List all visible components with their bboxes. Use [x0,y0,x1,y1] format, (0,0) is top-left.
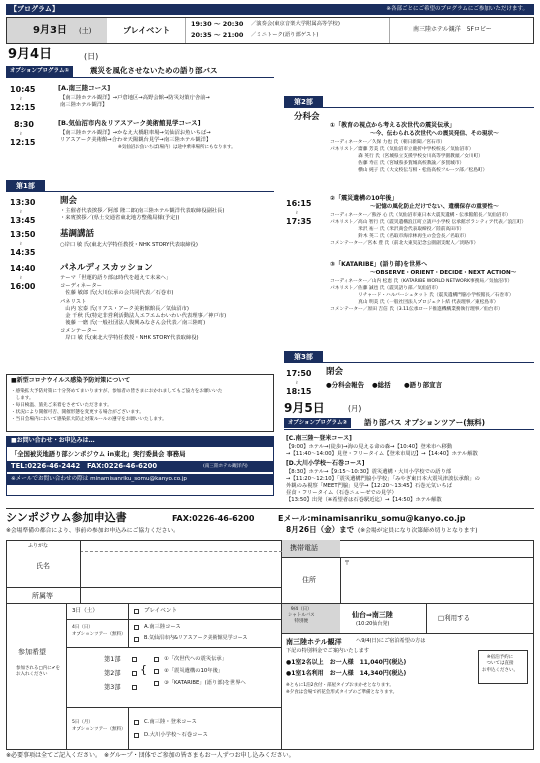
participation-label: 参加希望 [18,648,46,656]
phone-label: 携帯電話 [290,544,318,552]
part2-group-line: 横山 純子 氏（大文校伝与相・松島高校フルーツ部／松島町） [330,168,488,173]
form-deadline: 8月26日（金）まで [286,525,355,534]
part2-group-subtitle: ～今、伝わられる次世代への震災発信、その現状～ [370,131,499,137]
covid-line: ・状況により開催可否、開催形態を変更する場合がございます。 [11,410,144,415]
option1-header [6,66,274,78]
part2-group-line: 鈴木 英二 氏（名取市海岸林再生の会会長／名取市） [330,234,469,239]
courseA-end: 12:15 [10,103,36,112]
p1-panel-line: 佐藤 敏郎 氏(大川伝承の会共同代表／石巻市) [60,290,174,296]
hotel-title: 南三陸ホテル観洋 [286,638,342,646]
name-input[interactable] [86,556,276,582]
part2-group-title: ①「教育の視点から考える次世代の震災伝承」 [330,122,456,129]
tilde: ≀ [20,275,22,281]
part2-group-line: コーディネーター／熊谷 心 氏（気仙沼市東日本大震災遺構・伝承館館長／気仙沼市） [330,213,511,218]
covid-box [6,374,274,432]
day1-title: プレイベント [123,26,171,35]
room-2: ●1室1名利用 お一人様 14,340円(税込) [286,670,407,677]
p1-panel-start: 14:40 [10,264,36,273]
divider [80,551,282,552]
divider [340,558,341,604]
part2-title: 分科会 [294,112,320,122]
divider [128,620,129,648]
courseD-name: [D.大川小学校～石巻コース] [286,460,365,467]
p1-keynote-end: 14:35 [10,248,36,257]
session2-item: ①「次世代への震災伝承」 [164,656,228,662]
opt-item: プレイベント [144,608,178,614]
p1-panel-line: パネリスト [60,299,87,305]
part2-end: 17:35 [286,217,312,226]
p1-open-end: 13:45 [10,216,36,225]
affiliation-label: 所属等 [32,592,53,600]
program-header-label: 【プログラム】 [10,5,59,13]
room-1: ●1室2名以上 お一人様 11,040円(税込) [286,659,407,666]
p1-keynote-title: 基調講話 [60,229,95,239]
day3-title: 語り部バス オプションツアー(無料) [364,418,486,427]
option1-label: オプションプログラム① [6,66,73,77]
courseD-line: 【13:50】出発（※希望者は石巻駅近迄）→【14:50】ホテル解散 [286,497,442,503]
tilde: ≀ [296,380,298,386]
part2-group-line: 森 英行 氏（宮城県立支援学校女川高等学園教頭／女川町） [330,154,483,159]
part2-group-line: リチャード・ハルバーシュタット 氏（震災遺構門脇小学校館長／石巻市） [330,293,514,298]
part2-group-line: コーディネーター／山内 松恵 氏（KATARIBE WORLD NETWORK事務局／気仙沼市） [330,279,513,284]
courseB-line: リアスアーク美術館→合わせ天陽観台見学→南三陸ホテル観洋】 [60,137,212,143]
checkbox-course-c[interactable] [134,720,139,725]
opt-day: 3日（土） [72,608,98,614]
checkbox-part2[interactable] [132,671,137,676]
stay-note: ※宿泊予約に ついては直接 お申込ください。 [482,655,518,673]
part3-item: ●語り部宣言 [404,381,443,389]
shuttle-time: (10:20仙台発) [356,621,390,627]
form-title: シンポジウム参加申込書 [6,511,127,524]
form-footer: ※必要事項は全てご記入ください。 ※グループ・団体でご参加の皆さまもお一人ずつお申し込みください。 [6,752,295,759]
form-note2: (※会場が定員になり次第締め切りとなります) [358,528,478,534]
part3-item: ●分科会報告 [326,381,365,389]
part3-start: 17:50 [286,369,312,378]
divider [128,708,129,750]
courseD-line: →【11:20～12:10】「震災遺構門脇小学校」「みやぎ東日本大震災津波伝承館」の [286,476,480,482]
courseB-name: [B.気仙沼市内＆リアスアーク美術館見学コース] [58,119,201,127]
opt-session-label: 第2部 [104,670,121,677]
form-note1: ※会場準備の都合により、事前の参加お申込みにご協力ください。 [6,528,179,534]
courseA-line: 【南三陸ホテル観洋】→戸倉地区→高野会館→防災対策庁舎前→ [60,95,210,101]
opt-row-4-sessions [66,648,282,708]
hotel-note2: 下記の特別料金でご案内いたします [286,648,370,654]
tilde: ≀ [20,96,22,102]
divider [80,540,81,588]
checkbox-course-b[interactable] [134,637,139,642]
p1-panel-line: コメンテーター [60,328,98,334]
day1-date-cell [7,18,107,43]
p1-panel-line: 金 千秋 氏(特定非営利活動法人エフエムわいわい代表理事／神戸市) [60,313,227,319]
part2-group-line: パネリスト／佐藤 誠也 氏（震災語り部／気仙沼市） [330,286,441,291]
affiliation-input[interactable] [86,590,276,602]
divider [185,18,186,43]
part2-group-line: 佐藤 寿正 氏（宮城県多賀城高校教諭／多賀城市） [330,161,465,166]
courseD-line: 外観のみ視察「MEET門脇」見学→【12:20～13:45】石巻元気いちば [286,483,452,489]
name-block [6,540,282,588]
contact-title-bar [7,437,273,447]
part2-start: 16:15 [286,199,312,208]
hotel-small: ※ともに1泊2食付・部屋タイプおまかせとなります。 [286,683,394,688]
part3-end: 18:15 [286,387,312,396]
opt-day: 5日（月） オプションツアー（無料） [72,720,126,732]
contact-mail-bar [7,474,273,485]
courseB-note: ※気仙沼お魚いちば(場内）は途中乗車場所にもなります。 [118,145,236,150]
contact-title: ■お問い合わせ・お申込みは… [11,437,95,444]
day3-weekday: (月) [348,404,362,413]
address-row [282,558,534,604]
day3-header [284,418,534,430]
tilde: ≀ [20,241,22,247]
form-fax: FAX:0226-46-6200 [172,514,255,523]
part2-label: 第2部 [284,96,323,108]
address-input[interactable] [344,570,530,600]
p1-panel-line: 岸口 敏 氏(東北大学特任教授・NHK STORY代表取締役) [60,335,199,341]
p1-panel-line: 後藤 一磨 氏(一般社団法人復興みなさん会代表／南三陸町) [60,320,206,326]
part2-group-subtitle: ～記憶の風化防止だけでない、遺構保存の重要性～ [370,204,499,210]
covid-line: ・感染拡大予防対策に十分努めてまいりますが、参加者の皆さまにおかれましてもご協力をお願いいた [11,389,223,394]
program-header-notice: ※各部ごとにご希望のプログラムにご参加いただけます。 [386,6,528,12]
opt-day: 4日（日） オプションツアー（無料） [72,625,126,637]
p1-open-line: ・主催者代表挨拶／阿部 隆二郎(南三陸ホテル観洋代表取締役副社長) [60,208,225,214]
checkbox-course-a[interactable] [134,625,139,630]
part2-group-line: 真山 明美 氏（一般社団法人プロジェクト結 代表理事／東松島市） [330,300,499,305]
session2-item: ③「KATARIBE」(語り部)を世界へ [164,680,246,686]
courseC-name: [C.南三陸～登米コース] [286,435,352,442]
part2-group-line: コメンテーター／原田 吉信 氏（3.11伝承ロード推進機構業務執行理事／仙台市） [330,307,503,312]
part2-group-line: コメンテーター／宮本 豊 氏（前北大東災記念公園副支配人／淡路市） [330,241,479,246]
phone-label-cell [282,540,340,557]
part3-label: 第3部 [284,351,323,363]
courseA-start: 10:45 [10,85,36,94]
phone-row [282,540,534,558]
p1-panel-title: パネルディスカッション [60,263,153,273]
divider [128,604,129,620]
courseA-name: [A.南三陸コース] [58,84,111,92]
affiliation-row [6,588,282,604]
option1-title: 震災を風化させないための語り部バス [90,66,218,75]
courseD-line: 昼食・フリータイム（石巻ニューゼでの見学） [286,490,397,496]
opt-row-3 [66,604,282,620]
divider [389,18,390,43]
part1-header [6,180,274,192]
contact-box [6,436,274,496]
shuttle-use[interactable]: □利用する [438,614,471,622]
shuttle-row [282,604,534,634]
day3-label: オプションプログラム② [284,418,351,428]
contact-org: 「全国被災地語り部シンポジウム in東北」実行委員会 事務局 [11,451,186,458]
part3-title: 閉会 [326,367,344,377]
opt-item: D.大川小学校～石巻コース [144,732,208,738]
opt-session-label: 第1部 [104,656,121,663]
p1-panel-line: テーマ「世運的語り部は時代を超えて未来へ」 [60,275,172,281]
tilde: ≀ [20,209,22,215]
day2-weekday: (日) [84,52,99,61]
day1-row2-desc: ／ミニトーク(語り部ゲスト) [251,32,319,38]
p1-panel-end: 16:00 [10,282,36,291]
courseB-line: 【南三陸ホテル観洋】→かなえ大橋駐車場→気仙沼お魚いちば→ [60,130,211,136]
tilde: ≀ [296,210,298,216]
part1-label: 第1部 [6,180,45,192]
form-divider [6,508,534,509]
brace: { [140,663,147,676]
covid-title: ■新型コロナウイルス感染予防対策について [11,377,131,384]
session2-item: ②「震災遺構の10年後」 [164,668,224,674]
part2-group-line: 米沢 祐一 氏（米沢商会代表取締役／陸前高田市） [330,227,465,232]
part2-group-title: ③「KATARIBE」(語り部)を世界へ [330,261,428,268]
day1-venue: 南三陸ホテル観洋 5Fロビー [413,26,492,33]
p1-keynote-start: 13:50 [10,230,36,239]
day1-row1-desc: ／演奏会(東京音楽大学附属高等学校) [251,21,340,27]
hotel-note: へ9/4(日)にご宿泊希望の方は [356,638,426,644]
participation-block [6,604,282,750]
checkbox-session2-2[interactable] [154,669,159,674]
day1-row2-time: 20:35 ～ 21:00 [191,31,244,39]
p1-open-title: 開会 [60,196,78,206]
hotel-block [282,634,534,750]
part2-group-subtitle: ～OBSERVE・ORIENT・DECIDE・NEXT ACTION～ [370,270,517,276]
contact-tel-bar [7,461,273,472]
covid-line: ・毎日検温、旅先ご来着をさせていただきます。 [11,403,112,408]
contact-tel: TEL:0226-46-2442 FAX:0226-46-6200 [11,462,158,470]
opt-session-label: 第3部 [104,684,121,691]
hotel-small2: ※夕食は会場で祈花会形式タイプのご準備となります。 [286,690,398,695]
courseB-end: 12:15 [10,138,36,147]
day1-weekday: (土) [79,27,92,35]
opt-item: A.南三陸コース [144,624,181,630]
contact-mail: ※メールでお問い合わせの際は minamisanriku_somu@kanyo.co.jp [11,476,187,482]
checkbox-part1[interactable] [132,657,137,662]
part2-group-line: パネリスト／齋藤 芳美 氏（気仙沼市立鹿折中学校校長／気仙沼市） [330,147,474,152]
form-email: Eメール:minamisanriku_somu@kanyo.co.jp [278,514,466,523]
shuttle-label: 9/4（日） シャトルバス 特別便 [288,607,315,625]
address-label: 住所 [302,576,316,584]
furigana-label: ふりがな [28,543,49,549]
courseA-line: 南三陸ホテル観洋】 [60,102,108,108]
covid-line: します。 [11,396,34,401]
opt-item: B.気仙沼市内&リアスアーク美術館見学コース [144,635,248,641]
p1-panel-line: 山内 宏泰 氏(リアス・アーク美術館館長／気仙沼市) [60,306,189,312]
opt-row-5-tour [66,708,282,750]
name-label: 氏名 [36,562,50,570]
zip-label: 〒 [344,560,351,567]
courseD-line: 【8:30】ホテル→【9:15～10:30】震災遺構・大川小学校での語り部 [286,469,452,475]
program-header-bar [6,4,534,15]
checkbox-session2-3[interactable] [154,681,159,686]
day2-date: 9月4日 [8,47,53,62]
part3-header [284,351,534,363]
p1-open-start: 13:30 [10,198,36,207]
shuttle-route: 仙台⇒南三陸 [352,611,393,619]
divider [80,588,81,604]
checkbox-pre-event[interactable] [134,609,139,614]
phone-input[interactable] [344,542,530,555]
day1-row1-time: 19:30 ～ 20:30 [191,20,244,28]
part3-item: ●総括 [372,381,391,389]
tilde: ≀ [20,131,22,137]
day3-date: 9月5日 [284,401,325,415]
p1-keynote-line: ○岸口 敏 氏(東北大学特任教授・NHK STORY代表取締役) [60,242,198,248]
courseB-start: 8:30 [14,120,34,129]
contact-tel-note: (南三陸ホテル観洋内) [203,464,248,469]
part2-header [284,96,534,108]
covid-line: ・当日会場内において感染拡大防止対策ルールの遵守をお願いいたします。 [11,417,167,422]
p1-open-line: ・来賓挨拶／(県土交通省東北地方整備局様(予定)) [60,215,180,221]
checkbox-session2-1[interactable] [154,657,159,662]
checkbox-course-d[interactable] [134,733,139,738]
opt-item: C.南三陸・登米コース [144,719,197,725]
day1-box [6,17,534,44]
shuttle-label-cell [282,604,340,633]
checkbox-part3[interactable] [132,685,137,690]
opt-row-4-tour [66,620,282,648]
part2-group-line: コーディネーター／久保 力也 氏（朝日新聞／宮石市） [330,140,446,145]
part2-group-title: ②「震災遺構の10年後」 [330,195,398,202]
p1-panel-line: コーディネーター [60,283,102,289]
day1-date: 9月3日 [33,25,67,36]
courseC-line: →【11:40～14:00】見登・フリータイム【登米市周辺】→【14:40】ホテル解散 [286,451,478,457]
stay-note-box [478,650,528,684]
part2-group-line: パネリスト／高山 智行 氏（震災遺構浪江町立請戸小学校 伝承館ボランティア代表／浪江町） [330,220,527,225]
divider [426,604,427,634]
courseC-line: 【9:00】ホテル→(徒歩)→海の見える命の森→【10:40】登米市へ移動 [286,444,453,450]
participation-note: 参加される□内に✔をお入れください [16,666,61,677]
